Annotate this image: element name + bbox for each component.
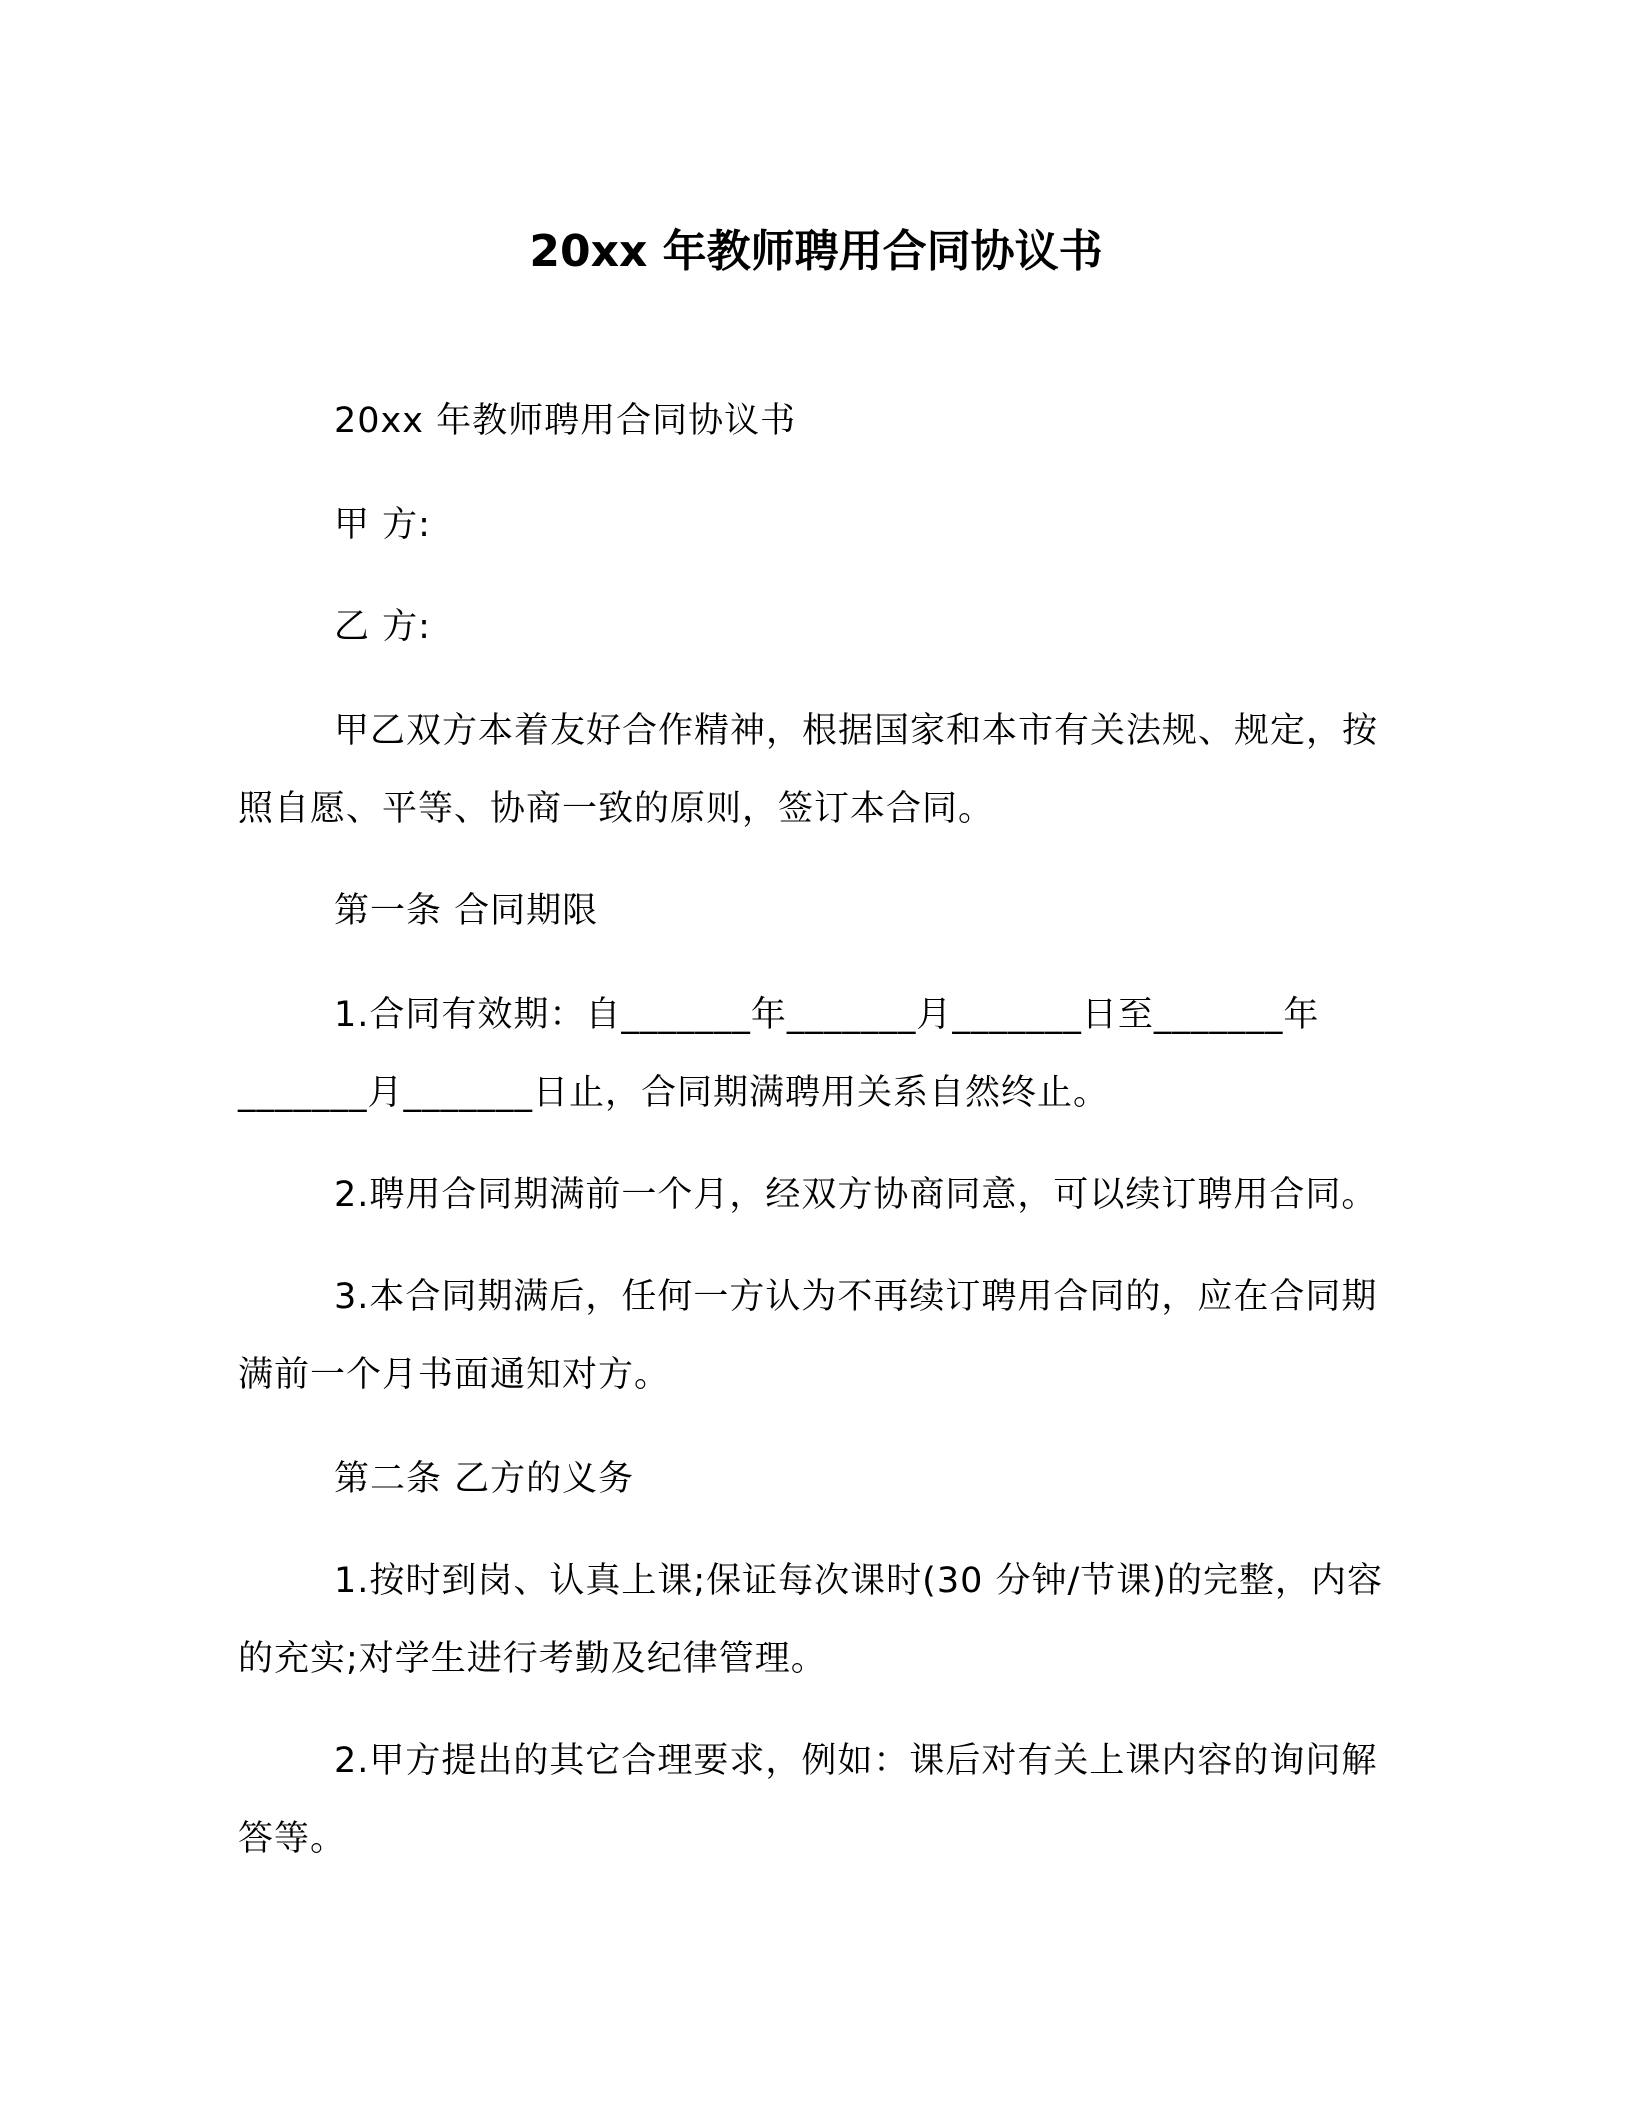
article-2-heading: 第二条 乙方的义务 — [334, 1459, 635, 1499]
article-1-heading: 第一条 合同期限 — [334, 891, 599, 931]
article-1-clause-2: 2.聘用合同期满前一个月，经双方协商同意，可以续订聘用合同。 — [334, 1175, 1378, 1215]
document-title: 20xx 年教师聘用合同协议书 — [529, 226, 1103, 277]
article-1-clause-3: 3.本合同期满后，任何一方认为不再续订聘用合同的，应在合同期满前一个月书面通知对方。 — [238, 1277, 1378, 1395]
party-a-line: 甲 方: — [334, 505, 431, 545]
preamble-paragraph: 甲乙双方本着友好合作精神，根据国家和本市有关法规、规定，按照自愿、平等、协商一致的原则，签订本合同。 — [238, 711, 1379, 829]
party-b-line: 乙 方: — [334, 607, 431, 647]
article-2-clause-1: 1.按时到岗、认真上课;保证每次课时(30 分钟/节课)的完整，内容的充实;对学生进行考勤及纪律管理。 — [238, 1561, 1383, 1679]
article-2-clause-2: 2.甲方提出的其它合理要求，例如：课后对有关上课内容的询问解答等。 — [238, 1741, 1378, 1859]
subtitle-paragraph: 20xx 年教师聘用合同协议书 — [334, 401, 797, 441]
article-1-clause-1: 1.合同有效期：自_______年_______月_______日至_______年_______月_______日止，合同期满聘用关系自然终止。 — [238, 995, 1320, 1113]
